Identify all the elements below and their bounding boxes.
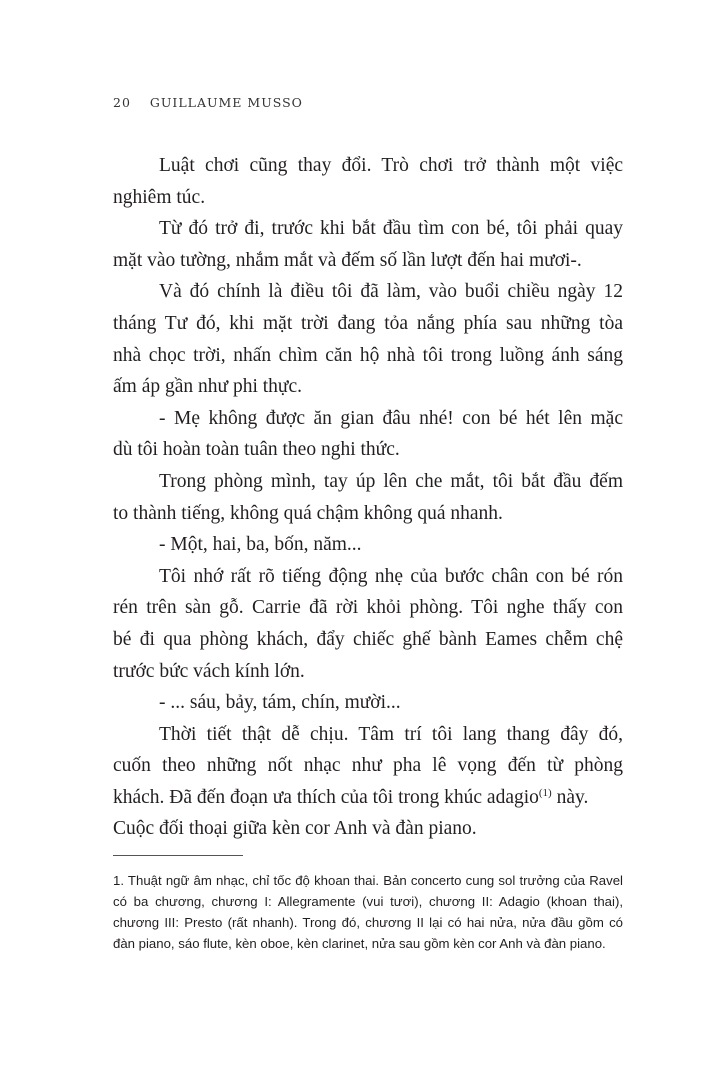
running-header [113, 95, 303, 110]
line-text: - Mẹ không được ăn gian đâu nhé! con bé hét lên mặc [159, 407, 623, 429]
text-line [113, 656, 623, 688]
line-text: Luật chơi cũng thay đổi. Trò chơi trở thành một việc [159, 155, 623, 176]
line-text: trước bức vách kính lớn. [113, 660, 305, 682]
line-text: to thành tiếng, không quá chậm không quá nhanh. [113, 502, 503, 524]
line-text: Trong phòng mình, tay úp lên che mắt, tôi bắt đầu đếm [159, 470, 623, 492]
line-text: khách. Đã đến đoạn ưa thích của tôi trong khúc adagio [113, 786, 539, 808]
text-line [113, 529, 623, 561]
line-text: dù tôi hoàn toàn tuân theo nghi thức. [113, 439, 400, 461]
text-line [113, 782, 623, 814]
line-text: bé đi qua phòng khách, đẩy chiếc ghế bành Eames chễm chệ [113, 628, 623, 650]
text-line [113, 624, 623, 656]
author-name: GUILLAUME MUSSO [149, 95, 303, 110]
line-text: rén trên sàn gỗ. Carrie đã rời khỏi phòng. Tôi nghe thấy con [113, 597, 623, 619]
text-line [113, 813, 623, 845]
text-line [113, 719, 623, 751]
line-text: Thời tiết thật dễ chịu. Tâm trí tôi lang thang đây đó, [159, 723, 623, 745]
text-line [113, 245, 623, 277]
line-text: Tôi nhớ rất rõ tiếng động nhẹ của bước chân con bé rón [159, 565, 623, 587]
text-line [113, 561, 623, 593]
text-line [113, 592, 623, 624]
text-line [113, 340, 623, 372]
text-line [113, 434, 623, 466]
text-line [113, 750, 623, 782]
page-number: 20 [113, 95, 131, 110]
line-text: tháng Tư đó, khi mặt trời đang tỏa nắng phía sau những tòa [113, 312, 623, 334]
footnote-divider [113, 855, 243, 856]
line-text: Và đó chính là điều tôi đã làm, vào buổi chiều ngày 12 [159, 281, 623, 303]
line-text: Từ đó trở đi, trước khi bắt đầu tìm con bé, tôi phải quay [159, 218, 623, 240]
line-text: ấm áp gần như phi thực. [113, 376, 303, 398]
line-text: mặt vào tường, nhắm mắt và đếm số lần lượt đến hai mươi-. [113, 249, 582, 271]
text-line [113, 308, 623, 340]
line-text: nghiêm túc. [113, 186, 206, 208]
text-line [113, 498, 623, 530]
footnote-reference: (1) [538, 786, 552, 799]
text-line [113, 466, 623, 498]
body-text [113, 150, 623, 845]
text-line [113, 150, 623, 182]
text-line [113, 276, 623, 308]
line-text: Cuộc đối thoại giữa kèn cor Anh và đàn piano. [113, 818, 477, 840]
text-line [113, 213, 623, 245]
text-line [113, 371, 623, 403]
line-text: - Một, hai, ba, bốn, năm... [159, 534, 362, 556]
footnote: 1. Thuật ngữ âm nhạc, chỉ tốc độ khoan thai. Bản concerto cung sol trưởng của Ravel có ba chương, chương I: Allegramente (vui tươi), chương II: Adagio (khoan thai), chương III: Presto (rất nhanh). Trong đó, chương II lại có hai nửa, nửa đầu gồm có đàn piano, sáo flute, kèn oboe, kèn clarinet, nửa sau gồm kèn cor Anh và đàn piano. [113, 873, 623, 951]
text-line [113, 403, 623, 435]
line-text: - ... sáu, bảy, tám, chín, mười... [159, 692, 401, 714]
text-line [113, 182, 623, 214]
text-line [113, 687, 623, 719]
line-text: cuốn theo những nốt nhạc như pha lê vọng đến từ phòng [113, 755, 623, 777]
line-text-after: này. [551, 786, 589, 808]
line-text: nhà chọc trời, nhấn chìm căn hộ nhà tôi trong luồng ánh sáng [113, 344, 623, 366]
